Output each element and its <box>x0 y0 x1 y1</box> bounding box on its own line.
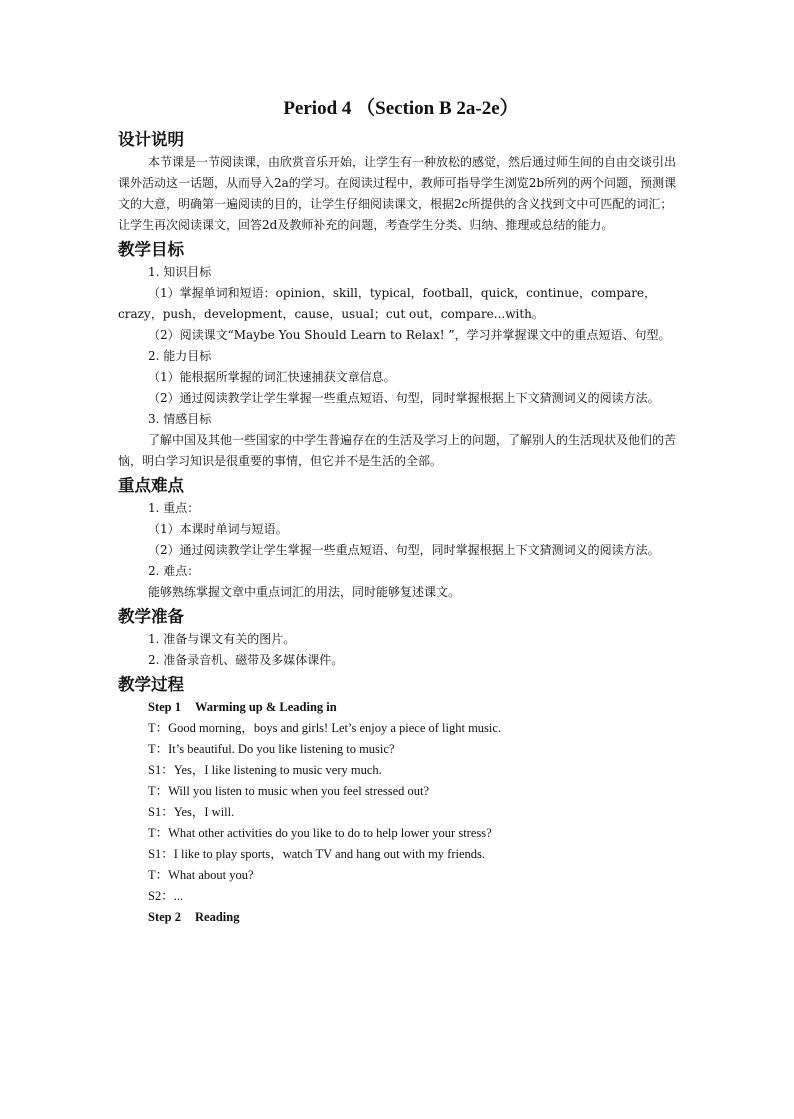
step-2-number: Step 2 <box>148 910 181 924</box>
design-paragraph: 本节课是一节阅读课，由欣赏音乐开始，让学生有一种放松的感觉，然后通过师生间的自由交谈引出课外活动这一话题，从而导入2a的学习。在阅读过程中，教师可指导学生浏览2b所列的两个问题，预测课文的大意，明确第一遍阅读的目的，让学生仔细阅读课文，根据2c所提供的含义找到文中可匹配的词汇；让学生再次阅读课文，回答2d及教师补充的问题，考查学生分类、归纳、推理或总结的能力。 <box>118 155 677 232</box>
goal-2-label: 2. 能力目标 <box>148 349 212 363</box>
dialog-line: T：Will you listen to music when you feel stressed out? <box>148 784 430 798</box>
goal-2-a: （1）能根据所掌握的词汇快速捕获文章信息。 <box>148 370 396 384</box>
step-1-number: Step 1 <box>148 700 181 714</box>
heading-goals: 教学目标 <box>118 240 184 259</box>
dialog-line: S1：Yes，I like listening to music very much. <box>148 763 382 777</box>
step-2-name: Reading <box>195 910 240 924</box>
dialog-line: S2：... <box>148 889 184 903</box>
goal-3-label: 3. 情感目标 <box>148 412 212 426</box>
step-1-name: Warming up & Leading in <box>195 700 337 714</box>
step-2-title <box>118 907 684 928</box>
step-1-title <box>118 697 684 718</box>
heading-prep: 教学准备 <box>118 607 184 626</box>
key-2-a: 能够熟练掌握文章中重点词汇的用法，同时能够复述课文。 <box>148 585 461 599</box>
prep-item: 1. 准备与课文有关的图片。 <box>148 632 296 646</box>
dialog-line: T：Good morning，boys and girls! Let’s enjoy a piece of light music. <box>148 721 502 735</box>
key-2-label: 2. 难点： <box>148 564 200 578</box>
dialog-line: T：It’s beautiful. Do you like listening to music? <box>148 742 395 756</box>
dialog-line: S1：I like to play sports，watch TV and hang out with my friends. <box>148 847 485 861</box>
key-1-a: （1）本课时单词与短语。 <box>148 522 288 536</box>
prep-item: 2. 准备录音机、磁带及多媒体课件。 <box>148 653 344 667</box>
heading-keypoints: 重点难点 <box>118 476 184 495</box>
heading-design: 设计说明 <box>118 130 184 149</box>
document-page <box>118 96 684 928</box>
key-1-b: （2）通过阅读教学让学生掌握一些重点短语、句型，同时掌握根据上下文猜测词义的阅读方法。 <box>148 543 660 557</box>
heading-process: 教学过程 <box>118 675 184 694</box>
goal-3-a: 了解中国及其他一些国家的中学生普遍存在的生活及学习上的问题，了解别人的生活现状及他们的苦恼，明白学习知识是很重要的事情，但它并不是生活的全部。 <box>118 433 677 468</box>
key-1-label: 1. 重点： <box>148 501 200 515</box>
goal-1-a: （1）掌握单词和短语：opinion，skill，typical，football，quick，continue，compare，crazy，push，development，cause，usual；cut out，compare...with。 <box>118 286 657 321</box>
dialog-line: T：What about you? <box>148 868 254 882</box>
page-title: Period 4 （Section B 2a-2e） <box>283 98 519 119</box>
dialog-line: T：What other activities do you like to do to help lower your stress? <box>148 826 492 840</box>
goal-2-b: （2）通过阅读教学让学生掌握一些重点短语、句型，同时掌握根据上下文猜测词义的阅读方法。 <box>148 391 660 405</box>
dialog-line: S1：Yes，I will. <box>148 805 235 819</box>
goal-1-label: 1. 知识目标 <box>148 265 212 279</box>
goal-1-b: （2）阅读课文“Maybe You Should Learn to Relax! ”，学习并掌握课文中的重点短语、句型。 <box>148 328 671 342</box>
